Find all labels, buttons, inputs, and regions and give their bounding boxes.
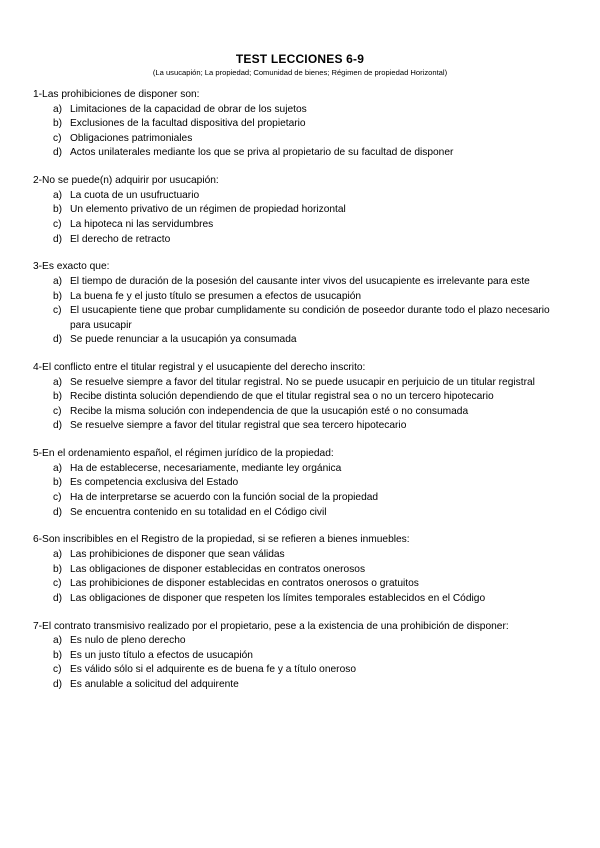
question-text: 5-En el ordenamiento español, el régimen jurídico de la propiedad: xyxy=(33,448,334,460)
question-5 xyxy=(33,447,563,520)
option-item xyxy=(33,189,563,204)
option-item xyxy=(33,376,563,391)
option-text: Recibe la misma solución con independencia de que la usucapión esté o no consumada xyxy=(70,405,469,417)
option-text: Ha de establecerse, necesariamente, mediante ley orgánica xyxy=(70,462,342,474)
option-text: El usucapiente tiene que probar cumplidamente su condición de poseedor durante todo el plazo necesario para usucapir xyxy=(70,305,550,331)
option-item xyxy=(33,592,563,607)
option-letter: c) xyxy=(53,492,62,503)
option-item xyxy=(33,678,563,693)
option-text: La buena fe y el justo título se presumen a efectos de usucapión xyxy=(70,290,362,302)
option-item xyxy=(33,663,563,678)
page-subtitle: (La usucapión; La propiedad; Comunidad de bienes; Régimen de propiedad Horizontal) xyxy=(152,68,448,77)
question-text: 4-El conflicto entre el titular registral y el usucapiente del derecho inscrito: xyxy=(33,362,366,374)
option-letter: b) xyxy=(53,649,63,661)
option-item xyxy=(33,419,563,434)
option-item xyxy=(33,506,563,521)
option-text: Limitaciones de la capacidad de obrar de los sujetos xyxy=(70,103,307,115)
option-list xyxy=(33,548,563,606)
option-list xyxy=(33,103,563,161)
option-item xyxy=(33,577,563,592)
option-text: Ha de interpretarse se acuerdo con la función social de la propiedad xyxy=(70,492,379,503)
question-text: 2-No se puede(n) adquirir por usucapión: xyxy=(33,175,219,187)
option-text: Exclusiones de la facultad dispositiva del propietario xyxy=(70,118,306,130)
option-list xyxy=(33,189,563,247)
option-item xyxy=(33,462,563,477)
question-text: 7-El contrato transmisivo realizado por el propietario, pese a la existencia de una prohibición de disponer: xyxy=(33,620,509,632)
question-text: 1-Las prohibiciones de disponer son: xyxy=(33,89,200,100)
option-letter: d) xyxy=(53,147,63,159)
option-letter: d) xyxy=(53,420,63,432)
option-item xyxy=(33,491,563,506)
option-letter: c) xyxy=(53,132,62,144)
option-letter: b) xyxy=(53,391,63,403)
option-letter: b) xyxy=(53,563,63,575)
option-letter: b) xyxy=(53,477,63,489)
option-letter: c) xyxy=(53,664,62,676)
option-text: Es nulo de pleno derecho xyxy=(70,635,186,647)
option-text: La cuota de un usufructuario xyxy=(70,189,200,201)
option-item xyxy=(33,146,563,161)
question-6 xyxy=(33,533,563,606)
option-text: La hipoteca ni las servidumbres xyxy=(70,218,214,230)
option-text: Obligaciones patrimoniales xyxy=(70,132,193,144)
option-text: Es anulable a solicitud del adquirente xyxy=(70,678,239,690)
question-1 xyxy=(33,88,563,161)
option-letter: b) xyxy=(53,204,63,216)
option-text: Es competencia exclusiva del Estado xyxy=(70,477,239,489)
option-item xyxy=(33,405,563,420)
option-item xyxy=(33,333,563,348)
option-list xyxy=(33,462,563,520)
option-item xyxy=(33,649,563,664)
option-item xyxy=(33,563,563,578)
option-letter: a) xyxy=(53,189,63,201)
question-2 xyxy=(33,174,563,247)
question-list xyxy=(33,88,563,706)
option-letter: d) xyxy=(53,592,63,604)
option-item xyxy=(33,304,563,333)
option-text: El tiempo de duración de la posesión del causante inter vivos del usucapiente es irrelevante para este xyxy=(70,275,530,287)
option-letter: d) xyxy=(53,678,63,690)
option-letter: a) xyxy=(53,275,63,287)
option-letter: d) xyxy=(53,233,63,245)
page-title: TEST LECCIONES 6-9 xyxy=(235,52,365,66)
question-text: 6-Son inscribibles en el Registro de la propiedad, si se refieren a bienes inmuebles: xyxy=(33,534,410,546)
option-letter: a) xyxy=(53,635,63,647)
option-list xyxy=(33,275,563,348)
option-text: Un elemento privativo de un régimen de propiedad horizontal xyxy=(70,204,346,216)
option-text: Las obligaciones de disponer establecidas en contratos onerosos xyxy=(70,563,366,575)
option-letter: a) xyxy=(53,376,63,388)
option-letter: a) xyxy=(53,548,63,560)
option-item xyxy=(33,290,563,305)
option-letter: b) xyxy=(53,290,63,302)
option-item xyxy=(33,203,563,218)
option-text: Es un justo título a efectos de usucapión xyxy=(70,649,253,661)
option-letter: c) xyxy=(53,305,62,317)
option-letter: d) xyxy=(53,506,63,518)
option-letter: c) xyxy=(53,578,62,590)
option-letter: a) xyxy=(53,462,63,474)
option-item xyxy=(33,634,563,649)
option-list xyxy=(33,634,563,692)
option-item xyxy=(33,476,563,491)
option-text: Recibe distinta solución dependiendo de que el titular registral sea o no un tercero hipotecario xyxy=(70,391,494,403)
option-text: El derecho de retracto xyxy=(70,233,171,245)
option-item xyxy=(33,548,563,563)
option-item xyxy=(33,117,563,132)
option-item xyxy=(33,103,563,118)
option-text: Se puede renunciar a la usucapión ya consumada xyxy=(70,334,297,346)
option-letter: b) xyxy=(53,118,63,130)
option-letter: d) xyxy=(53,334,63,346)
option-text: Es válido sólo si el adquirente es de buena fe y a título oneroso xyxy=(70,664,357,676)
option-text: Se encuentra contenido en su totalidad en el Código civil xyxy=(70,506,327,518)
option-item xyxy=(33,218,563,233)
option-text: Las prohibiciones de disponer establecidas en contratos onerosos o gratuitos xyxy=(70,578,419,590)
option-letter: a) xyxy=(53,103,63,115)
option-list xyxy=(33,376,563,434)
option-letter: c) xyxy=(53,405,62,417)
question-3 xyxy=(33,260,563,348)
option-item xyxy=(33,275,563,290)
option-text: Las obligaciones de disponer que respeten los límites temporales establecidos en el Código xyxy=(70,592,486,604)
question-4 xyxy=(33,361,563,434)
option-text: Actos unilaterales mediante los que se priva al propietario de su facultad de disponer xyxy=(70,147,454,159)
option-letter: c) xyxy=(53,218,62,230)
option-text: Se resuelve siempre a favor del titular registral. No se puede usucapir en perjuicio de un titular registral xyxy=(70,376,535,388)
option-text: Se resuelve siempre a favor del titular registral que sea tercero hipotecario xyxy=(70,420,407,432)
question-7 xyxy=(33,620,563,693)
question-text: 3-Es exacto que: xyxy=(33,261,110,273)
option-item xyxy=(33,132,563,147)
option-item xyxy=(33,390,563,405)
option-text: Las prohibiciones de disponer que sean válidas xyxy=(70,548,285,560)
option-item xyxy=(33,233,563,248)
